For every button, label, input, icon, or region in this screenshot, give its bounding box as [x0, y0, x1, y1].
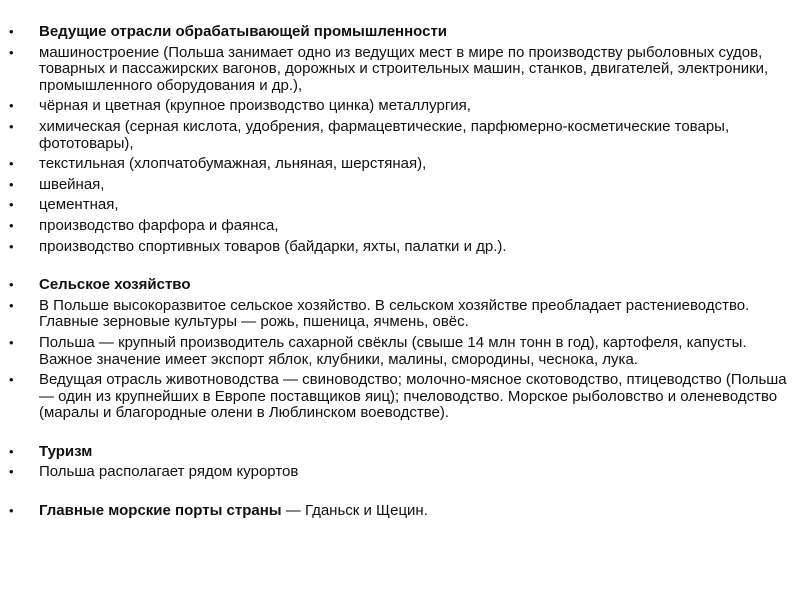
list-item-text: текстильная (хлопчатобумажная, льняная, шерстяная),: [39, 155, 427, 173]
heading-text: Ведущие отрасли обрабатывающей промышленности: [39, 23, 448, 40]
section-heading-agriculture: [0, 277, 790, 294]
section-heading-tourism: [0, 444, 790, 461]
list-item-text: производство фарфора и фаянса,: [39, 216, 279, 234]
list-item-text: химическая (серная кислота, удобрения, фармацевтические, парфюмерно-косметические товары, фототовары),: [39, 117, 730, 152]
list-item-text: цементная,: [39, 196, 119, 214]
bullet-icon: •: [9, 24, 14, 39]
list-item-text: швейная,: [39, 175, 105, 193]
bullet-icon: •: [9, 334, 14, 350]
list-item: [0, 464, 790, 481]
list-item-text: чёрная и цветная (крупное производство цинка) металлургия,: [39, 97, 471, 115]
bullet-icon: •: [9, 44, 14, 60]
bullet-list: [0, 24, 790, 524]
bullet-icon: •: [9, 176, 14, 192]
list-item: [0, 119, 790, 152]
list-item: [0, 335, 790, 368]
list-item: [0, 239, 790, 256]
bullet-icon: •: [9, 217, 14, 233]
list-item-text: машиностроение (Польша занимает одно из ведущих мест в мире по производству рыболовных судов, товарных и пассажирских вагонов, дорожных и строительных машин, станков, двигателей, электроники, промышленного оборудования и др.),: [39, 43, 769, 94]
ports-text: — Гданьск и Щецин.: [281, 502, 428, 520]
list-item-text: Ведущая отрасль животноводства — свиноводство; молочно-мясное скотоводство, птицеводство (Польша — один из крупнейших в Европе поставщиков яиц); пчеловодство. Морское рыболовство и оленеводство (маралы и благородные олени в Люблинском воеводстве).: [39, 371, 787, 422]
bullet-icon: •: [9, 464, 14, 480]
heading-text: Туризм: [39, 442, 93, 460]
bullet-icon: •: [9, 197, 14, 213]
list-item: [0, 298, 790, 331]
bullet-icon: •: [9, 238, 14, 254]
list-item: [0, 372, 790, 422]
bullet-icon: •: [9, 156, 14, 172]
section-ports: [0, 503, 790, 520]
list-item-text: Польша располагает рядом курортов: [39, 463, 299, 481]
list-item: [0, 156, 790, 173]
section-heading-industry: [0, 24, 790, 41]
list-item: [0, 218, 790, 235]
list-item: [0, 197, 790, 214]
heading-text: Сельское хозяйство: [39, 276, 191, 294]
bullet-icon: •: [9, 503, 14, 519]
list-item: [0, 45, 790, 95]
bullet-icon: •: [9, 443, 14, 459]
bullet-icon: •: [9, 98, 14, 114]
list-item: [0, 98, 790, 115]
list-item-text: производство спортивных товаров (байдарки, яхты, палатки и др.).: [39, 237, 507, 255]
bullet-icon: •: [9, 297, 14, 313]
list-item: [0, 177, 790, 194]
bullet-icon: •: [9, 118, 14, 134]
bullet-icon: •: [9, 372, 14, 388]
list-item-text: Польша — крупный производитель сахарной свёклы (свыше 14 млн тонн в год), картофеля, капусты. Важное значение имеет экспорт яблок, клубники, малины, смородины, чеснока, лука.: [39, 333, 747, 368]
bullet-icon: •: [9, 277, 14, 293]
ports-heading: Главные морские порты страны: [39, 502, 282, 520]
list-item-text: В Польше высокоразвитое сельское хозяйство. В сельском хозяйстве преобладает растениеводство. Главные зерновые культуры — рожь, пшеница, ячмень, овёс.: [39, 296, 750, 331]
